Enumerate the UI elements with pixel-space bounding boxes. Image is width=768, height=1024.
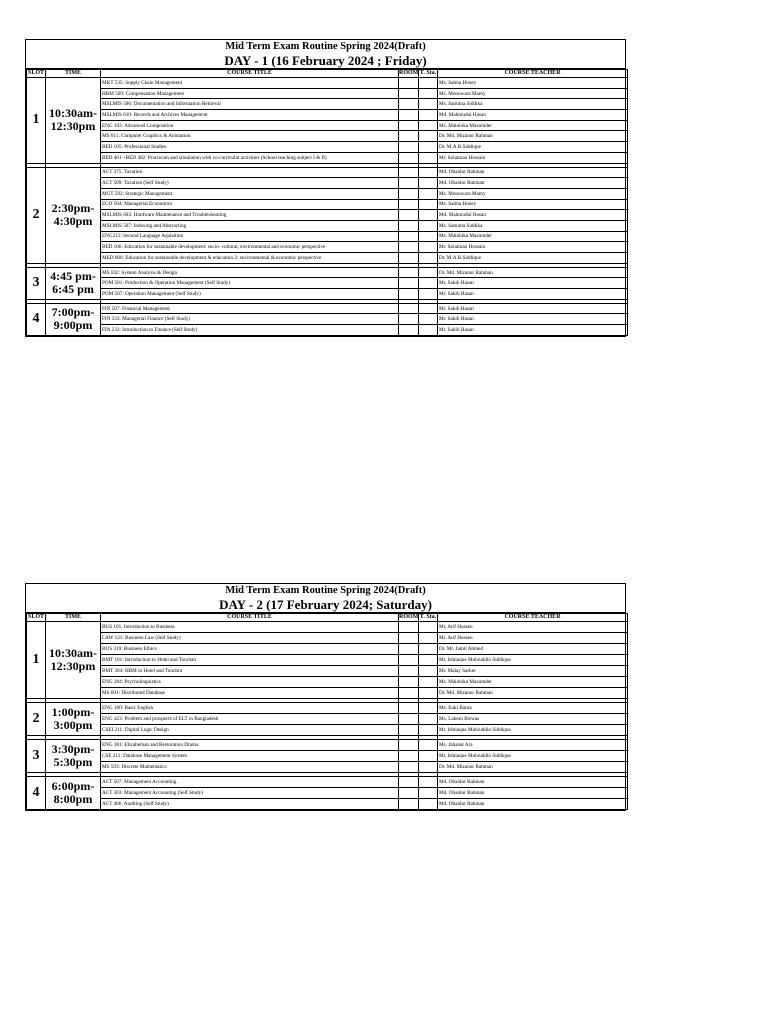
slot-number: 3 [27, 267, 46, 299]
t-sta-cell [419, 799, 438, 810]
t-sta-cell [419, 303, 438, 314]
table-row [27, 110, 628, 121]
slot-number: 2 [27, 167, 46, 263]
t-sta-cell [419, 78, 438, 89]
table-row [27, 210, 628, 221]
course-title-cell: FIN 507: Financial Management [101, 303, 399, 314]
course-teacher-cell: Mr. Ishtiaque Mohiuddin Siddique [438, 655, 628, 666]
course-teacher-cell: Mr. Arif Hossen [438, 633, 628, 644]
t-sta-cell [419, 131, 438, 142]
room-cell [399, 740, 419, 751]
course-teacher-cell: Dr. Mr. Jamil Ahmed [438, 644, 628, 655]
room-header: ROOM [399, 70, 419, 76]
course-teacher-cell: Md. Mahmudul Hasan [438, 110, 628, 121]
course-title-cell: BED 106: Education for sustainable development: socio- cultural, environmental and economic perspective [101, 242, 399, 253]
course-title-cell: CSE 311: Database Management System [101, 751, 399, 762]
t-sta-cell [419, 199, 438, 210]
table-row [27, 725, 628, 736]
table-row [27, 289, 628, 300]
room-cell [399, 622, 419, 633]
course-title-cell: MS 592: System Analysis & Design [101, 267, 399, 278]
course-title-cell: POM 501: Production & Operation Management (Self Study) [101, 278, 399, 289]
course-teacher-cell: Mr. Solaiman Hossain [438, 242, 628, 253]
room-cell [399, 725, 419, 736]
course-teacher-cell: Mr. Sakib Hasan [438, 303, 628, 314]
table-row [27, 99, 628, 110]
table-row [27, 199, 628, 210]
table-row [27, 188, 628, 199]
course-title-cell: ENG 204: Psycholinguistics [101, 677, 399, 688]
course-title-cell: POM 507: Operation Management (Self Study) [101, 289, 399, 300]
routine-title: Mid Term Exam Routine Spring 2024(Draft) [225, 41, 426, 52]
slot-time: 4:45 pm-6:45 pm [46, 267, 101, 299]
course-teacher-cell: Ms. Euki Barua [438, 703, 628, 714]
t-sta-cell [419, 788, 438, 799]
course-title-cell: LAW 121: Business Law (Self Study) [101, 633, 399, 644]
course-title-cell: ACT 375: Taxation [101, 167, 399, 178]
slot-time: 1:00pm-3:00pm [46, 703, 101, 736]
table-row [27, 278, 628, 289]
room-cell [399, 178, 419, 189]
day1-routine-sheet [25, 39, 626, 337]
t-sta-cell [419, 210, 438, 221]
course-teacher-cell: Ms. Malobika Mazumder [438, 120, 628, 131]
t-sta-cell [419, 751, 438, 762]
table-row [27, 242, 628, 253]
room-cell [399, 120, 419, 131]
t-sta-cell [419, 120, 438, 131]
room-cell [399, 253, 419, 264]
room-cell [399, 88, 419, 99]
room-cell [399, 142, 419, 153]
room-cell [399, 762, 419, 773]
course-title-cell: MS 593: Discrete Mathematics [101, 762, 399, 773]
table-row [27, 799, 628, 810]
course-title-cell: CSEI 211: Digital Logic Design [101, 725, 399, 736]
t-sta-header: T. Sta. [419, 614, 437, 620]
course-title-cell: BED 105: Professional Studies [101, 142, 399, 153]
room-cell [399, 220, 419, 231]
time-header: TIME [46, 70, 101, 78]
course-teacher-cell: Ms. Malobika Mazumder [438, 677, 628, 688]
time-header: TIME [46, 614, 101, 622]
t-sta-cell [419, 220, 438, 231]
t-sta-cell [419, 666, 438, 677]
t-sta-cell [419, 289, 438, 300]
course-teacher-cell: Mr. Sakib Hasan [438, 278, 628, 289]
course-title-cell: BUS 319: Business Ethics [101, 644, 399, 655]
course-teacher-cell: Ms. Salma Honey [438, 78, 628, 89]
slot-number: 3 [27, 740, 46, 773]
t-sta-cell [419, 655, 438, 666]
t-sta-cell [419, 188, 438, 199]
t-sta-cell [419, 777, 438, 788]
course-title-cell: ENG 301: Elizabethan and Restoration Drama [101, 740, 399, 751]
t-sta-cell [419, 110, 438, 121]
course-title-cell: BMT 101: Introduction to Hotel and Tourism [101, 655, 399, 666]
course-title-cell: MS 601: Distributed Database [101, 688, 399, 699]
course-title-cell: ACT 406: Auditing (Self Study) [101, 799, 399, 810]
course-teacher-cell: Md. Mahmudul Hasan [438, 210, 628, 221]
day-subtitle: DAY - 1 (16 February 2024 ; Friday) [26, 53, 625, 69]
room-cell [399, 131, 419, 142]
room-cell [399, 677, 419, 688]
slot-time: 7:00pm-9:00pm [46, 303, 101, 335]
course-teacher-cell: Mr. Sakib Hasan [438, 325, 628, 336]
routine-title: Mid Term Exam Routine Spring 2024(Draft) [225, 585, 426, 596]
t-sta-cell [419, 267, 438, 278]
t-sta-cell [419, 242, 438, 253]
room-cell [399, 242, 419, 253]
course-title-cell: MKT 535: Supply Chain Management [101, 78, 399, 89]
course-teacher-cell: Md. Obaidur Rahman [438, 178, 628, 189]
table-row [27, 253, 628, 264]
course-teacher-cell: Md. Obaidur Rahman [438, 799, 628, 810]
course-title-cell: ACT 507: Management Accounting [101, 777, 399, 788]
t-sta-cell [419, 714, 438, 725]
slot-number: 4 [27, 777, 46, 810]
course-title-cell: ENG212: Second Language Aquisition [101, 231, 399, 242]
course-title-cell: BMT 304: HRM in Hotel and Tourism [101, 666, 399, 677]
course-teacher-cell: Mr. Malay Sarker [438, 666, 628, 677]
slot-time: 3:30pm-5:30pm [46, 740, 101, 773]
t-sta-cell [419, 99, 438, 110]
table-row [27, 178, 628, 189]
table-row [27, 666, 628, 677]
room-cell [399, 199, 419, 210]
room-cell [399, 633, 419, 644]
course-teacher-cell: Md. Obaidur Rahman [438, 167, 628, 178]
course-teacher-cell: Ms. Samima Siddika [438, 220, 628, 231]
t-sta-header: T. Sta. [419, 70, 437, 76]
course-teacher-cell: Dr. Md. Mizanur Rahman [438, 688, 628, 699]
course-title-cell: MSLMIS 507: Indexing and Abstracting [101, 220, 399, 231]
course-teacher-cell: Ms. Laboni Biswas [438, 714, 628, 725]
course-teacher-cell: Dr. M.A.B.Siddique [438, 253, 628, 264]
room-cell [399, 99, 419, 110]
table-row [27, 777, 628, 788]
routine-table [26, 613, 628, 810]
table-row [27, 231, 628, 242]
table-row [27, 152, 628, 163]
routine-table [26, 69, 628, 336]
course-teacher-header: COURSE TEACHER [438, 614, 628, 622]
table-row [27, 788, 628, 799]
table-row [27, 714, 628, 725]
course-title-cell: ACT 303: Management Accounting (Self Study) [101, 788, 399, 799]
room-cell [399, 714, 419, 725]
table-row [27, 167, 628, 178]
table-row [27, 78, 628, 89]
slot-time: 10:30am-12:30pm [46, 622, 101, 699]
table-row [27, 751, 628, 762]
course-teacher-cell: Mr. Ishtiaque Mohiuddin Siddique [438, 751, 628, 762]
t-sta-cell [419, 325, 438, 336]
course-teacher-cell: Ms. Jahanat Ara [438, 740, 628, 751]
t-sta-cell [419, 644, 438, 655]
slot-number: 1 [27, 78, 46, 164]
table-row [27, 314, 628, 325]
course-title-cell: MSLMIS 610: Records and Archives Management [101, 110, 399, 121]
day-subtitle: DAY - 2 (17 February 2024; Saturday) [26, 597, 625, 613]
course-title-cell: ENG 102: Advanced Composition [101, 120, 399, 131]
routine-body [27, 622, 628, 810]
course-title-header: COURSE TITLE [101, 70, 399, 78]
course-teacher-cell: Mr. Arif Hossen [438, 622, 628, 633]
room-cell [399, 688, 419, 699]
room-cell [399, 231, 419, 242]
t-sta-cell [419, 253, 438, 264]
table-row [27, 303, 628, 314]
t-sta-cell [419, 231, 438, 242]
room-cell [399, 167, 419, 178]
t-sta-cell [419, 677, 438, 688]
course-teacher-cell: Ms. Monowara Mamy [438, 88, 628, 99]
t-sta-cell [419, 688, 438, 699]
slot-number: 2 [27, 703, 46, 736]
course-title-cell: ENG 100: Basic English [101, 703, 399, 714]
course-title-header: COURSE TITLE [101, 614, 399, 622]
course-teacher-cell: Mr. Solaiman Hossain [438, 152, 628, 163]
course-title-cell: FIN 233: Introduction to Finance (Self Study) [101, 325, 399, 336]
table-row [27, 762, 628, 773]
t-sta-cell [419, 142, 438, 153]
course-title-cell: FIN 333: Managerial Finance (Self Study) [101, 314, 399, 325]
t-sta-cell [419, 740, 438, 751]
room-cell [399, 644, 419, 655]
table-row [27, 740, 628, 751]
table-row [27, 703, 628, 714]
t-sta-cell [419, 703, 438, 714]
room-cell [399, 751, 419, 762]
room-cell [399, 703, 419, 714]
slot-time: 10:30am-12:30pm [46, 78, 101, 164]
room-header: ROOM [399, 614, 419, 620]
table-row [27, 120, 628, 131]
t-sta-cell [419, 178, 438, 189]
table-row [27, 688, 628, 699]
room-cell [399, 278, 419, 289]
room-cell [399, 152, 419, 163]
course-teacher-cell: Ms. Monowara Mamy [438, 188, 628, 199]
room-cell [399, 110, 419, 121]
table-row [27, 622, 628, 633]
t-sta-cell [419, 278, 438, 289]
course-teacher-cell: Dr. Md. Mizanur Rahman [438, 267, 628, 278]
course-teacher-cell: Ms. Samima Siddika [438, 99, 628, 110]
course-teacher-cell: Mr. Ishtiaque Mohiuddin Siddique [438, 725, 628, 736]
table-row [27, 267, 628, 278]
table-row [27, 325, 628, 336]
slot-number: 1 [27, 622, 46, 699]
course-title-cell: HRM 509: Compensation Management [101, 88, 399, 99]
table-row [27, 131, 628, 142]
slot-header: SLOT [27, 614, 44, 620]
table-row [27, 655, 628, 666]
room-cell [399, 325, 419, 336]
course-teacher-cell: Ms. Salma Honey [438, 199, 628, 210]
course-teacher-cell: Dr. Md. Mizanur Rahman [438, 131, 628, 142]
table-row [27, 220, 628, 231]
course-teacher-header: COURSE TEACHER [438, 70, 628, 78]
room-cell [399, 655, 419, 666]
slot-header: SLOT [27, 70, 44, 76]
course-teacher-cell: Dr. M.A.B.Siddique [438, 142, 628, 153]
t-sta-cell [419, 88, 438, 99]
routine-body [27, 78, 628, 336]
course-title-cell: MS 611: Computer Graphics & Animation [101, 131, 399, 142]
t-sta-cell [419, 725, 438, 736]
t-sta-cell [419, 167, 438, 178]
room-cell [399, 303, 419, 314]
course-teacher-cell: Mr. Sakib Hasan [438, 314, 628, 325]
room-cell [399, 267, 419, 278]
room-cell [399, 777, 419, 788]
day2-routine-sheet [25, 583, 626, 811]
course-teacher-cell: Md. Obaidur Rahman [438, 777, 628, 788]
course-title-cell: ACT 509: Taxation (Self Study) [101, 178, 399, 189]
room-cell [399, 799, 419, 810]
course-title-cell: BUS 101: Introduction to Business [101, 622, 399, 633]
room-cell [399, 210, 419, 221]
course-title-cell: MED 606: Education for sustainable development & education 2: environmental & economic perspective [101, 253, 399, 264]
t-sta-cell [419, 152, 438, 163]
t-sta-cell [419, 622, 438, 633]
t-sta-cell [419, 762, 438, 773]
course-teacher-cell: Dr. Md. Mizanur Rahman [438, 762, 628, 773]
room-cell [399, 78, 419, 89]
table-row [27, 88, 628, 99]
course-teacher-cell: Md. Obaidur Rahman [438, 788, 628, 799]
course-title-cell: MGT 593: Strategic Management [101, 188, 399, 199]
t-sta-cell [419, 633, 438, 644]
course-title-cell: MSLMIS 506: Documentation and Information Retrieval [101, 99, 399, 110]
table-row [27, 644, 628, 655]
table-row [27, 142, 628, 153]
course-title-cell: MSLMIS 603: Hardware Maintenance and Troubleshooting [101, 210, 399, 221]
course-title-cell: BED 401 +BED 402: Practicum and simulation with co-curricular activities (School teaching subject I & II) [101, 152, 399, 163]
course-title-cell: ENG 423: Problem and prospects of ELT in Bangladesh [101, 714, 399, 725]
t-sta-cell [419, 314, 438, 325]
table-row [27, 677, 628, 688]
slot-time: 6:00pm-8:00pm [46, 777, 101, 810]
room-cell [399, 788, 419, 799]
course-teacher-cell: Ms. Malobika Mazumder [438, 231, 628, 242]
slot-time: 2:30pm-4:30pm [46, 167, 101, 263]
room-cell [399, 188, 419, 199]
room-cell [399, 314, 419, 325]
table-row [27, 633, 628, 644]
room-cell [399, 666, 419, 677]
slot-number: 4 [27, 303, 46, 335]
room-cell [399, 289, 419, 300]
course-title-cell: ECO 504: Managerial Economics [101, 199, 399, 210]
course-teacher-cell: Mr. Sakib Hasan [438, 289, 628, 300]
